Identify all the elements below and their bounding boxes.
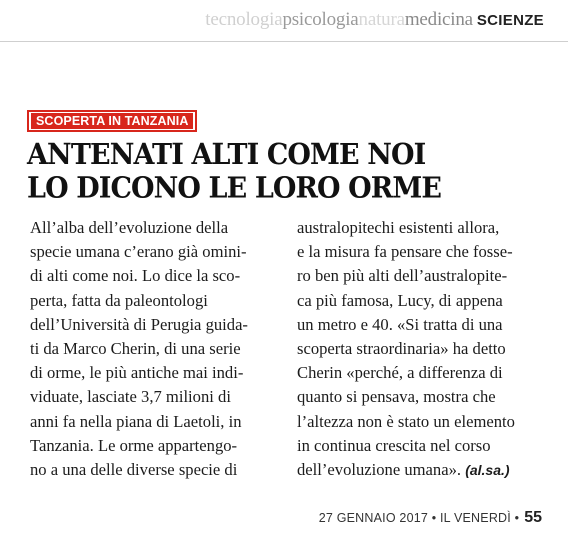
footer-date: 27 GENNAIO 2017 • IL VENERDÌ •: [318, 511, 520, 525]
body-line: viduate, lasciate 3,7 milioni di: [30, 387, 231, 407]
body-line: l’altezza non è stato un elemento: [297, 411, 515, 431]
section-title: SCIENZE: [476, 12, 544, 29]
body-line: scoperta straordinaria» ha detto: [297, 339, 506, 359]
page-footer: [319, 509, 542, 527]
body-line: un metro e 40. «Si tratta di una: [297, 314, 503, 334]
body-line: perta, fatta da paleontologi: [30, 290, 208, 310]
article-column-right: [297, 216, 543, 482]
author-signature: (al.sa.): [465, 462, 510, 479]
body-line: di orme, le più antiche mai indi-: [30, 363, 244, 383]
body-line: All’alba dell’evoluzione della: [30, 218, 229, 237]
body-line: dell’Università di Perugia guida-: [30, 314, 248, 334]
body-line: anni fa nella piana di Laetoli, in: [30, 411, 242, 431]
category-medicina[interactable]: medicina: [404, 9, 473, 30]
body-line-last: [297, 458, 543, 482]
header-divider: [0, 41, 568, 42]
body-line: no a una delle diverse specie di: [30, 460, 238, 480]
body-line: Tanzania. Le orme appartengo-: [30, 435, 238, 455]
category-psicologia[interactable]: psicologia: [282, 9, 359, 30]
body-line-text: dell’evoluzione umana».: [297, 460, 462, 480]
body-line: ti da Marco Cherin, di una serie: [30, 339, 241, 359]
section-header: [205, 9, 544, 32]
category-tecnologia[interactable]: tecnologia: [205, 9, 283, 30]
page-number: 55: [524, 509, 542, 526]
kicker-badge: [27, 110, 197, 132]
headline-line: ANTENATI ALTI COME NOI: [27, 138, 426, 172]
body-line: di alti come noi. Lo dice la sco-: [30, 266, 241, 286]
body-line: australopitechi esistenti allora,: [297, 218, 500, 237]
headline-line: LO DICONO LE LORO ORME: [27, 171, 442, 205]
body-line: ca più famosa, Lucy, di appena: [297, 290, 503, 310]
body-line: ro ben più alti dell’australopite-: [297, 266, 508, 286]
kicker-label: SCOPERTA IN TANZANIA: [31, 113, 193, 129]
body-line: specie umana c’erano già omini-: [30, 242, 247, 262]
body-line: e la misura fa pensare che fosse-: [297, 242, 513, 262]
body-line: quanto si pensava, mostra che: [297, 387, 496, 407]
category-natura[interactable]: natura: [358, 9, 405, 30]
body-line: in continua crescita nel corso: [297, 435, 491, 455]
body-line: Cherin «perché, a differenza di: [297, 363, 503, 383]
article-headline: [27, 138, 537, 205]
article-column-left: [30, 216, 275, 482]
